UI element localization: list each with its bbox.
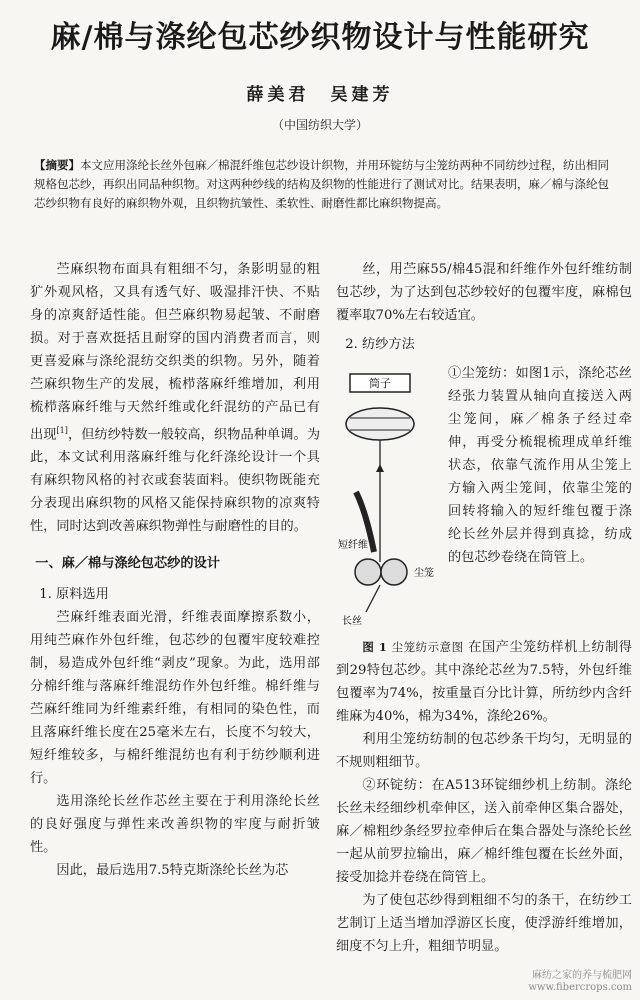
filament-label: 长丝: [342, 616, 362, 627]
paragraph: 丝，用苎麻55/棉45混和纤维作外包纤维纺制包芯纱，为了达到包芯纱较好的包覆牢度，麻棉包覆率取70%左右较适宜。: [336, 262, 632, 323]
paragraph: 选用涤纶长丝作芯丝主要在于利用涤纶长丝的良好强度与弹性来改善织物的牢度与耐折皱性。: [30, 794, 320, 856]
subsection-heading: 2. 纺纱方法: [345, 337, 415, 352]
paragraph: [30, 258, 320, 538]
subsection-heading: 1. 原料选用: [39, 587, 109, 603]
watermark-line: www.fibercrops.com: [528, 982, 632, 993]
left-column: [30, 258, 320, 882]
arrow-up-icon: [376, 464, 384, 472]
affiliation: （中国纺织大学）: [271, 118, 368, 132]
paper-title: 麻/棉与涤纶包芯纱织物设计与性能研究: [50, 20, 590, 55]
figure-1-diagram: [336, 362, 446, 634]
bobbin-label: 筒子: [369, 377, 391, 390]
figure-side-text: ①尘笼纺：如图1示，涤纶芯丝经张力装置从轴向直接送入两尘笼间，麻／棉条子经过牵伸，再受分梳辊梳理成单纤维状态，依靠气流作用从尘笼上方输入两尘笼间，依靠尘笼的回转将输入的短纤维包覆于涤纶长丝外层并得到真捻，纺成的包芯纱卷绕在筒管上。: [448, 366, 632, 565]
cage-label: 尘笼: [414, 568, 434, 579]
paragraph: 苎麻纤维表面光滑，纤维表面摩擦系数小，用纯苎麻作外包纤维，包芯纱的包覆牢度较难控制，易造成外包纤维“剥皮”现象。为此，选用部分棉纤维与落麻纤维混纺作外包纤维。棉纤维与苎麻纤维同为纤维素纤维，有相同的染色性，而且落麻纤维长度在25毫米左右，长度不匀较大，短纤维较多，与棉纤维混纺也有利于纺纱顺利进行。: [30, 610, 320, 787]
section-heading: 一、麻／棉与涤纶包芯纱的设计: [35, 556, 220, 572]
paragraph-text: 在国产尘笼纺样机上纺制得到29特包芯纱。其中涤纶芯丝为7.5特，外包纤维包覆率为74%，按重量百分比计算，所纺纱内含纤维麻为40%，棉为34%，涤纶26%。: [336, 640, 632, 724]
caption-paragraph: [336, 636, 632, 728]
abstract: [34, 156, 610, 213]
paragraph-text: 苎麻织物布面具有粗细不匀，条影明显的粗犷外观风格，又具有透气好、吸湿排汗快、不贴身的凉爽舒适性能。但苎麻织物易起皱、不耐磨损。对于喜欢挺括且耐穿的国内消费者而言，则更喜爱麻与涤纶混纺交织类的织物。另外，随着苎麻织物生产的发展，梳栉落麻纤维增加，利用梳栉落麻纤维与天然纤维或化纤混纺的产品已有出现: [30, 262, 320, 443]
sliver-label: 短纤维: [338, 540, 368, 551]
figure-block: [336, 362, 632, 634]
cage-left-shape: [355, 559, 381, 585]
figure-caption: 尘笼纺示意图: [391, 640, 464, 654]
figure-caption-label: 图 1: [362, 640, 387, 654]
filament-line: [366, 585, 380, 612]
right-column: [336, 258, 632, 958]
abstract-text: 本文应用涤纶长丝外包麻／棉混纤维包芯纱设计织物，并用环锭纺与尘笼纺两种不同纺纱过程，纺出相同规格包芯纱，再织出同品种织物。对这两种纱线的结构及织物的性能进行了测试对比。结果表明，麻／棉与涤纶包芯纱织物有良好的麻织物外观，且织物抗皱性、柔软性、耐磨性都比麻织物提高。: [34, 158, 609, 210]
paragraph: 利用尘笼纺纺制的包芯纱条干均匀，无明显的不规则粗细节。: [336, 732, 632, 770]
paragraph: 因此，最后选用7.5特克斯涤纶长丝为芯: [56, 863, 289, 879]
watermark-line: 麻纺之家的养与梳肥网: [532, 970, 632, 981]
paragraph: 为了使包芯纱得到粗细不匀的条干，在纺纱工艺制订上适当增加浮游区长度，使浮游纤维增加，细度不匀上升，粗细节明显。: [336, 893, 632, 954]
paragraph: ②环锭纺：在A513环锭细纱机上纺制。涤纶长丝未经细纱机牵伸区，送入前牵伸区集合器处，麻／棉粗纱条经罗拉牵伸后在集合器处与涤纶长丝一起从前罗拉输出，麻／棉纤维包覆在长丝外面，接受加捻并卷绕在筒管上。: [336, 778, 632, 885]
citation-mark: [1]: [56, 426, 68, 435]
bobbin-roller-shape: [346, 408, 414, 440]
paragraph-text: ，但纺纱特数一般较高，织物品种单调。为此，本文试利用落麻纤维与化纤涤纶设计一个具有麻织物风格的衬衣或套装面料。使织物既能充分表现出麻织物的风格又能保持麻织物的凉爽特性，同时达到改善麻织物弹性与耐磨性的目的。: [30, 427, 321, 535]
cage-right-shape: [381, 559, 407, 585]
abstract-label: 【摘要】: [34, 158, 80, 172]
watermark: [528, 970, 632, 994]
authors: 薛美君 吴建芳: [246, 85, 394, 105]
